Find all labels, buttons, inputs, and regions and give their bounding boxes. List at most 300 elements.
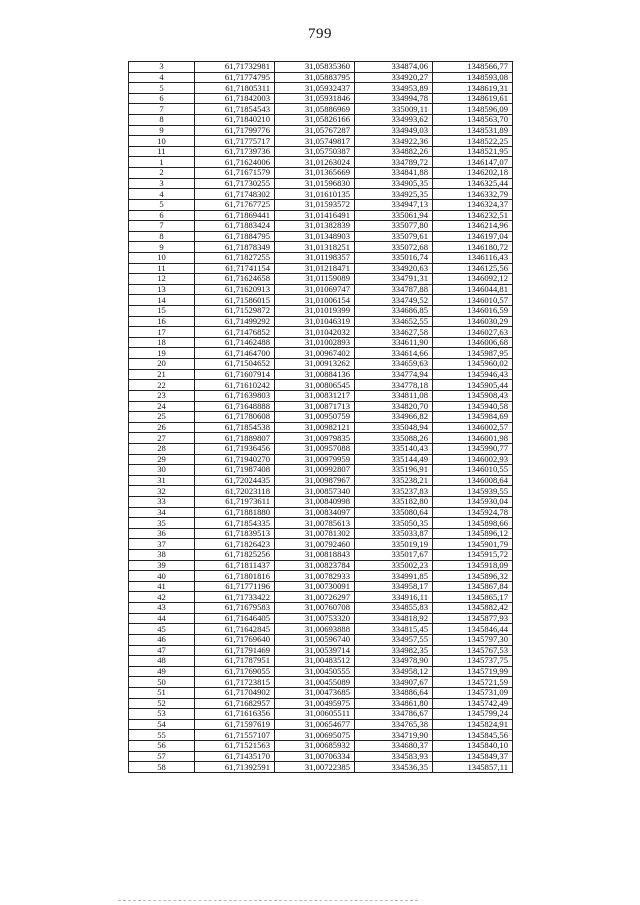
y-coordinate-cell: 1346001,98 — [433, 433, 513, 444]
coordinates-table-body — [129, 62, 513, 773]
table-row — [129, 104, 513, 115]
latitude-cell: 61,71825256 — [195, 550, 275, 561]
footer-divider — [118, 900, 418, 901]
y-coordinate-cell: 1348593,08 — [433, 72, 513, 83]
x-coordinate-cell: 334925,35 — [355, 189, 433, 200]
y-coordinate-cell: 1346006,68 — [433, 337, 513, 348]
x-coordinate-cell: 334916,11 — [355, 592, 433, 603]
table-row — [129, 486, 513, 497]
table-row — [129, 146, 513, 157]
latitude-cell: 61,71940270 — [195, 454, 275, 465]
y-coordinate-cell: 1346010,57 — [433, 295, 513, 306]
longitude-cell: 31,00596740 — [275, 634, 355, 645]
x-coordinate-cell: 334652,55 — [355, 316, 433, 327]
y-coordinate-cell: 1346027,63 — [433, 327, 513, 338]
latitude-cell: 61,71462488 — [195, 337, 275, 348]
x-coordinate-cell: 335072,68 — [355, 242, 433, 253]
y-coordinate-cell: 1345846,44 — [433, 624, 513, 635]
y-coordinate-cell: 1346325,44 — [433, 178, 513, 189]
table-row — [129, 274, 513, 285]
y-coordinate-cell: 1345960,02 — [433, 359, 513, 370]
x-coordinate-cell: 335077,80 — [355, 221, 433, 232]
x-coordinate-cell: 335016,74 — [355, 252, 433, 263]
table-row — [129, 603, 513, 614]
table-row — [129, 634, 513, 645]
y-coordinate-cell: 1345797,30 — [433, 634, 513, 645]
y-coordinate-cell: 1348531,89 — [433, 125, 513, 136]
longitude-cell: 31,00792460 — [275, 539, 355, 550]
table-row — [129, 507, 513, 518]
longitude-cell: 31,00857340 — [275, 486, 355, 497]
latitude-cell: 61,71682957 — [195, 698, 275, 709]
longitude-cell: 31,00730091 — [275, 581, 355, 592]
point-number-cell: 25 — [129, 412, 195, 423]
point-number-cell: 51 — [129, 687, 195, 698]
table-row — [129, 72, 513, 83]
point-number-cell: 50 — [129, 677, 195, 688]
longitude-cell: 31,01365669 — [275, 168, 355, 179]
point-number-cell: 5 — [129, 199, 195, 210]
table-row — [129, 125, 513, 136]
longitude-cell: 31,01019399 — [275, 306, 355, 317]
point-number-cell: 54 — [129, 719, 195, 730]
x-coordinate-cell: 334820,70 — [355, 401, 433, 412]
x-coordinate-cell: 334922,36 — [355, 136, 433, 147]
latitude-cell: 61,71883424 — [195, 221, 275, 232]
x-coordinate-cell: 335237,83 — [355, 486, 433, 497]
y-coordinate-cell: 1345849,37 — [433, 751, 513, 762]
y-coordinate-cell: 1346092,12 — [433, 274, 513, 285]
x-coordinate-cell: 334818,92 — [355, 613, 433, 624]
longitude-cell: 31,01002893 — [275, 337, 355, 348]
y-coordinate-cell: 1346324,37 — [433, 199, 513, 210]
latitude-cell: 61,71973611 — [195, 496, 275, 507]
latitude-cell: 61,71646405 — [195, 613, 275, 624]
table-row — [129, 157, 513, 168]
point-number-cell: 3 — [129, 62, 195, 73]
latitude-cell: 61,71771196 — [195, 581, 275, 592]
coordinates-table — [128, 61, 513, 773]
page-number: 799 — [308, 26, 332, 42]
latitude-cell: 61,71586015 — [195, 295, 275, 306]
table-row — [129, 571, 513, 582]
table-row — [129, 709, 513, 720]
y-coordinate-cell: 1345990,77 — [433, 443, 513, 454]
point-number-cell: 48 — [129, 656, 195, 667]
longitude-cell: 31,05749817 — [275, 136, 355, 147]
longitude-cell: 31,00831217 — [275, 390, 355, 401]
latitude-cell: 61,71842003 — [195, 93, 275, 104]
longitude-cell: 31,00483512 — [275, 656, 355, 667]
longitude-cell: 31,00785613 — [275, 518, 355, 529]
longitude-cell: 31,05826166 — [275, 115, 355, 126]
latitude-cell: 61,71723815 — [195, 677, 275, 688]
point-number-cell: 26 — [129, 422, 195, 433]
x-coordinate-cell: 334749,52 — [355, 295, 433, 306]
point-number-cell: 40 — [129, 571, 195, 582]
x-coordinate-cell: 334874,06 — [355, 62, 433, 73]
latitude-cell: 61,71435170 — [195, 751, 275, 762]
longitude-cell: 31,01610135 — [275, 189, 355, 200]
longitude-cell: 31,00957088 — [275, 443, 355, 454]
point-number-cell: 11 — [129, 263, 195, 274]
table-row — [129, 592, 513, 603]
longitude-cell: 31,00913262 — [275, 359, 355, 370]
latitude-cell: 61,71476852 — [195, 327, 275, 338]
longitude-cell: 31,00950759 — [275, 412, 355, 423]
y-coordinate-cell: 1348522,25 — [433, 136, 513, 147]
x-coordinate-cell: 334966,82 — [355, 412, 433, 423]
latitude-cell: 61,71464700 — [195, 348, 275, 359]
latitude-cell: 61,71733422 — [195, 592, 275, 603]
y-coordinate-cell: 1345905,44 — [433, 380, 513, 391]
point-number-cell: 38 — [129, 550, 195, 561]
latitude-cell: 61,71624006 — [195, 157, 275, 168]
y-coordinate-cell: 1348563,70 — [433, 115, 513, 126]
x-coordinate-cell: 334719,90 — [355, 730, 433, 741]
longitude-cell: 31,05932437 — [275, 83, 355, 94]
latitude-cell: 61,71679583 — [195, 603, 275, 614]
y-coordinate-cell: 1345767,53 — [433, 645, 513, 656]
latitude-cell: 61,71826423 — [195, 539, 275, 550]
latitude-cell: 61,71504652 — [195, 359, 275, 370]
longitude-cell: 31,00693888 — [275, 624, 355, 635]
longitude-cell: 31,00473685 — [275, 687, 355, 698]
point-number-cell: 39 — [129, 560, 195, 571]
longitude-cell: 31,05835360 — [275, 62, 355, 73]
longitude-cell: 31,00982121 — [275, 422, 355, 433]
latitude-cell: 61,71624658 — [195, 274, 275, 285]
point-number-cell: 53 — [129, 709, 195, 720]
point-number-cell: 41 — [129, 581, 195, 592]
latitude-cell: 61,71521563 — [195, 741, 275, 752]
x-coordinate-cell: 334907,67 — [355, 677, 433, 688]
table-row — [129, 359, 513, 370]
x-coordinate-cell: 334680,37 — [355, 741, 433, 752]
latitude-cell: 61,71607914 — [195, 369, 275, 380]
table-row — [129, 443, 513, 454]
longitude-cell: 31,05750387 — [275, 146, 355, 157]
table-row — [129, 677, 513, 688]
y-coordinate-cell: 1346147,07 — [433, 157, 513, 168]
point-number-cell: 9 — [129, 125, 195, 136]
x-coordinate-cell: 334882,26 — [355, 146, 433, 157]
y-coordinate-cell: 1346197,04 — [433, 231, 513, 242]
table-row — [129, 178, 513, 189]
x-coordinate-cell: 334611,90 — [355, 337, 433, 348]
latitude-cell: 61,71827255 — [195, 252, 275, 263]
x-coordinate-cell: 335144,49 — [355, 454, 433, 465]
table-row — [129, 422, 513, 433]
y-coordinate-cell: 1345918,09 — [433, 560, 513, 571]
table-row — [129, 210, 513, 221]
x-coordinate-cell: 334920,27 — [355, 72, 433, 83]
point-number-cell: 20 — [129, 359, 195, 370]
latitude-cell: 61,71854543 — [195, 104, 275, 115]
point-number-cell: 10 — [129, 136, 195, 147]
y-coordinate-cell: 1346214,96 — [433, 221, 513, 232]
point-number-cell: 6 — [129, 210, 195, 221]
latitude-cell: 61,71801816 — [195, 571, 275, 582]
x-coordinate-cell: 335009,11 — [355, 104, 433, 115]
table-row — [129, 465, 513, 476]
y-coordinate-cell: 1345930,04 — [433, 496, 513, 507]
y-coordinate-cell: 1348521,95 — [433, 146, 513, 157]
latitude-cell: 61,71805311 — [195, 83, 275, 94]
latitude-cell: 61,71739736 — [195, 146, 275, 157]
latitude-cell: 61,71648888 — [195, 401, 275, 412]
y-coordinate-cell: 1348619,31 — [433, 83, 513, 94]
table-row — [129, 539, 513, 550]
table-row — [129, 83, 513, 94]
point-number-cell: 42 — [129, 592, 195, 603]
y-coordinate-cell: 1346002,57 — [433, 422, 513, 433]
latitude-cell: 61,71889807 — [195, 433, 275, 444]
y-coordinate-cell: 1345940,58 — [433, 401, 513, 412]
x-coordinate-cell: 334778,18 — [355, 380, 433, 391]
point-number-cell: 7 — [129, 221, 195, 232]
x-coordinate-cell: 334659,63 — [355, 359, 433, 370]
latitude-cell: 61,71642845 — [195, 624, 275, 635]
point-number-cell: 8 — [129, 115, 195, 126]
longitude-cell: 31,00722385 — [275, 762, 355, 773]
table-row — [129, 231, 513, 242]
x-coordinate-cell: 334957,55 — [355, 634, 433, 645]
longitude-cell: 31,00605511 — [275, 709, 355, 720]
x-coordinate-cell: 335182,80 — [355, 496, 433, 507]
point-number-cell: 16 — [129, 316, 195, 327]
table-row — [129, 252, 513, 263]
point-number-cell: 58 — [129, 762, 195, 773]
point-number-cell: 23 — [129, 390, 195, 401]
x-coordinate-cell: 334953,89 — [355, 83, 433, 94]
y-coordinate-cell: 1345840,10 — [433, 741, 513, 752]
table-row — [129, 666, 513, 677]
longitude-cell: 31,01042032 — [275, 327, 355, 338]
table-row — [129, 645, 513, 656]
longitude-cell: 31,00695075 — [275, 730, 355, 741]
latitude-cell: 61,71730255 — [195, 178, 275, 189]
y-coordinate-cell: 1345896,12 — [433, 528, 513, 539]
x-coordinate-cell: 334841,88 — [355, 168, 433, 179]
longitude-cell: 31,00654677 — [275, 719, 355, 730]
x-coordinate-cell: 335140,43 — [355, 443, 433, 454]
table-row — [129, 136, 513, 147]
longitude-cell: 31,01263024 — [275, 157, 355, 168]
x-coordinate-cell: 334958,17 — [355, 581, 433, 592]
latitude-cell: 61,71787951 — [195, 656, 275, 667]
point-number-cell: 4 — [129, 189, 195, 200]
longitude-cell: 31,00823784 — [275, 560, 355, 571]
latitude-cell: 61,71639803 — [195, 390, 275, 401]
x-coordinate-cell: 334861,80 — [355, 698, 433, 709]
table-row — [129, 751, 513, 762]
longitude-cell: 31,00455089 — [275, 677, 355, 688]
latitude-cell: 61,71748302 — [195, 189, 275, 200]
point-number-cell: 18 — [129, 337, 195, 348]
x-coordinate-cell: 334947,13 — [355, 199, 433, 210]
x-coordinate-cell: 334536,35 — [355, 762, 433, 773]
longitude-cell: 31,00539714 — [275, 645, 355, 656]
latitude-cell: 61,71769640 — [195, 634, 275, 645]
x-coordinate-cell: 334978,90 — [355, 656, 433, 667]
table-row — [129, 496, 513, 507]
x-coordinate-cell: 335033,87 — [355, 528, 433, 539]
longitude-cell: 31,00760708 — [275, 603, 355, 614]
y-coordinate-cell: 1346010,55 — [433, 465, 513, 476]
y-coordinate-cell: 1346008,64 — [433, 475, 513, 486]
y-coordinate-cell: 1345845,56 — [433, 730, 513, 741]
y-coordinate-cell: 1345987,95 — [433, 348, 513, 359]
latitude-cell: 61,71597619 — [195, 719, 275, 730]
y-coordinate-cell: 1345719,99 — [433, 666, 513, 677]
x-coordinate-cell: 334583,93 — [355, 751, 433, 762]
longitude-cell: 31,01006154 — [275, 295, 355, 306]
latitude-cell: 61,71741154 — [195, 263, 275, 274]
point-number-cell: 21 — [129, 369, 195, 380]
table-row — [129, 560, 513, 571]
point-number-cell: 52 — [129, 698, 195, 709]
point-number-cell: 29 — [129, 454, 195, 465]
point-number-cell: 7 — [129, 104, 195, 115]
point-number-cell: 3 — [129, 178, 195, 189]
latitude-cell: 61,71769055 — [195, 666, 275, 677]
table-row — [129, 168, 513, 179]
longitude-cell: 31,00967402 — [275, 348, 355, 359]
table-row — [129, 93, 513, 104]
y-coordinate-cell: 1345824,91 — [433, 719, 513, 730]
longitude-cell: 31,01198357 — [275, 252, 355, 263]
table-row — [129, 390, 513, 401]
table-row — [129, 189, 513, 200]
y-coordinate-cell: 1345939,55 — [433, 486, 513, 497]
x-coordinate-cell: 334993,62 — [355, 115, 433, 126]
latitude-cell: 61,71775717 — [195, 136, 275, 147]
longitude-cell: 31,00806545 — [275, 380, 355, 391]
table-row — [129, 306, 513, 317]
y-coordinate-cell: 1345984,69 — [433, 412, 513, 423]
longitude-cell: 31,00781302 — [275, 528, 355, 539]
x-coordinate-cell: 334791,31 — [355, 274, 433, 285]
latitude-cell: 61,71704902 — [195, 687, 275, 698]
latitude-cell: 61,71780608 — [195, 412, 275, 423]
point-number-cell: 31 — [129, 475, 195, 486]
point-number-cell: 19 — [129, 348, 195, 359]
longitude-cell: 31,01382839 — [275, 221, 355, 232]
table-row — [129, 518, 513, 529]
latitude-cell: 61,71767725 — [195, 199, 275, 210]
point-number-cell: 55 — [129, 730, 195, 741]
point-number-cell: 24 — [129, 401, 195, 412]
x-coordinate-cell: 335017,67 — [355, 550, 433, 561]
table-row — [129, 327, 513, 338]
y-coordinate-cell: 1346332,79 — [433, 189, 513, 200]
point-number-cell: 33 — [129, 496, 195, 507]
x-coordinate-cell: 334789,72 — [355, 157, 433, 168]
y-coordinate-cell: 1346180,72 — [433, 242, 513, 253]
point-number-cell: 14 — [129, 295, 195, 306]
x-coordinate-cell: 335050,35 — [355, 518, 433, 529]
longitude-cell: 31,00706334 — [275, 751, 355, 762]
latitude-cell: 61,71884795 — [195, 231, 275, 242]
latitude-cell: 61,71774795 — [195, 72, 275, 83]
table-row — [129, 730, 513, 741]
x-coordinate-cell: 335088,26 — [355, 433, 433, 444]
table-row — [129, 412, 513, 423]
y-coordinate-cell: 1345857,11 — [433, 762, 513, 773]
x-coordinate-cell: 334815,45 — [355, 624, 433, 635]
table-row — [129, 719, 513, 730]
table-row — [129, 199, 513, 210]
y-coordinate-cell: 1346044,81 — [433, 284, 513, 295]
table-row — [129, 348, 513, 359]
latitude-cell: 61,71878349 — [195, 242, 275, 253]
latitude-cell: 61,71936456 — [195, 443, 275, 454]
table-row — [129, 687, 513, 698]
latitude-cell: 61,71732981 — [195, 62, 275, 73]
table-row — [129, 62, 513, 73]
y-coordinate-cell: 1345721,59 — [433, 677, 513, 688]
x-coordinate-cell: 335238,21 — [355, 475, 433, 486]
longitude-cell: 31,01159089 — [275, 274, 355, 285]
point-number-cell: 13 — [129, 284, 195, 295]
y-coordinate-cell: 1346202,18 — [433, 168, 513, 179]
latitude-cell: 61,71616356 — [195, 709, 275, 720]
y-coordinate-cell: 1346125,56 — [433, 263, 513, 274]
point-number-cell: 22 — [129, 380, 195, 391]
y-coordinate-cell: 1346116,43 — [433, 252, 513, 263]
x-coordinate-cell: 334627,58 — [355, 327, 433, 338]
latitude-cell: 61,71620913 — [195, 284, 275, 295]
longitude-cell: 31,00987967 — [275, 475, 355, 486]
longitude-cell: 31,00495975 — [275, 698, 355, 709]
longitude-cell: 31,00840998 — [275, 496, 355, 507]
table-row — [129, 698, 513, 709]
y-coordinate-cell: 1345877,93 — [433, 613, 513, 624]
x-coordinate-cell: 334994,78 — [355, 93, 433, 104]
longitude-cell: 31,00726297 — [275, 592, 355, 603]
latitude-cell: 61,72024435 — [195, 475, 275, 486]
longitude-cell: 31,00871713 — [275, 401, 355, 412]
x-coordinate-cell: 335196,91 — [355, 465, 433, 476]
y-coordinate-cell: 1345742,49 — [433, 698, 513, 709]
x-coordinate-cell: 334886,64 — [355, 687, 433, 698]
table-row — [129, 242, 513, 253]
y-coordinate-cell: 1348566,77 — [433, 62, 513, 73]
x-coordinate-cell: 334774,94 — [355, 369, 433, 380]
latitude-cell: 61,71869441 — [195, 210, 275, 221]
x-coordinate-cell: 334958,12 — [355, 666, 433, 677]
latitude-cell: 61,71499292 — [195, 316, 275, 327]
y-coordinate-cell: 1345901,79 — [433, 539, 513, 550]
longitude-cell: 31,01046319 — [275, 316, 355, 327]
point-number-cell: 32 — [129, 486, 195, 497]
table-row — [129, 613, 513, 624]
point-number-cell: 46 — [129, 634, 195, 645]
x-coordinate-cell: 335061,94 — [355, 210, 433, 221]
point-number-cell: 11 — [129, 146, 195, 157]
point-number-cell: 10 — [129, 252, 195, 263]
y-coordinate-cell: 1345896,32 — [433, 571, 513, 582]
point-number-cell: 28 — [129, 443, 195, 454]
y-coordinate-cell: 1345898,66 — [433, 518, 513, 529]
point-number-cell: 47 — [129, 645, 195, 656]
longitude-cell: 31,01069747 — [275, 284, 355, 295]
x-coordinate-cell: 334811,08 — [355, 390, 433, 401]
point-number-cell: 4 — [129, 72, 195, 83]
point-number-cell: 12 — [129, 274, 195, 285]
x-coordinate-cell: 334991,85 — [355, 571, 433, 582]
